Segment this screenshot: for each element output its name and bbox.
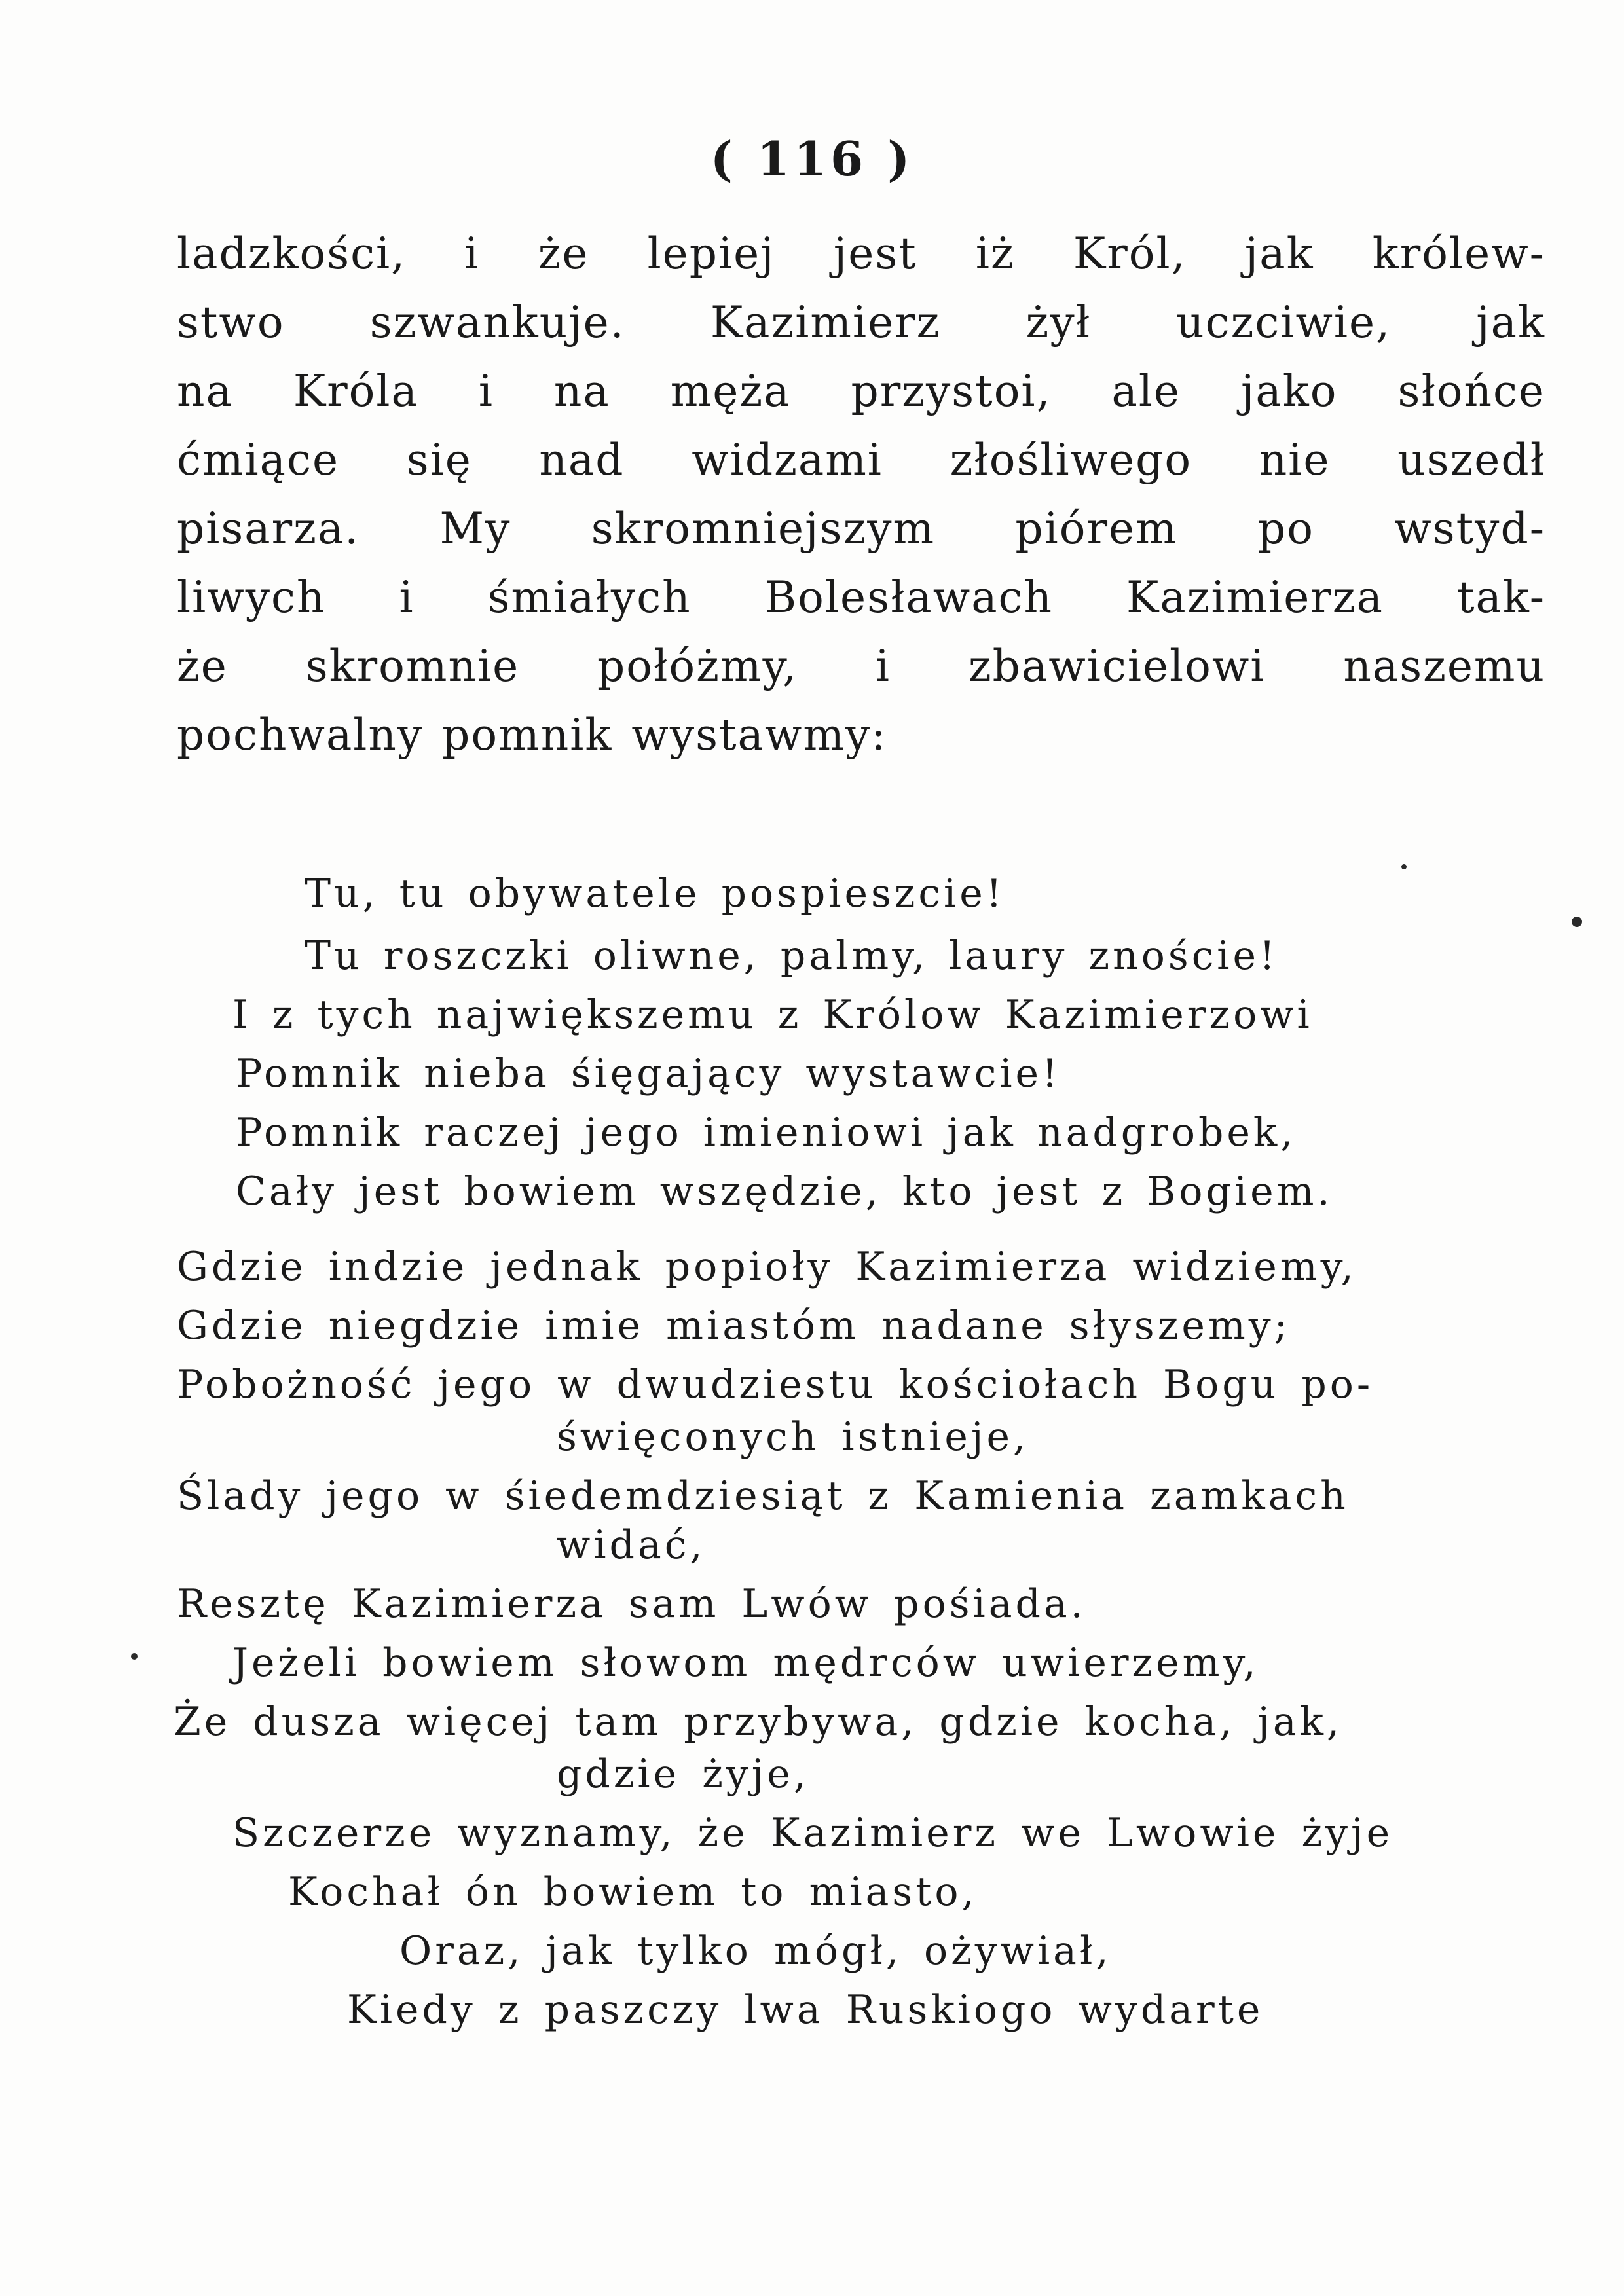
poem-line: gdzie żyje,: [557, 1751, 809, 1797]
prose-line: stwo szwankuje. Kazimierz żył uczciwie, jak: [177, 297, 1545, 348]
poem-line: widać,: [557, 1522, 706, 1568]
poem-line: Szczerze wyznamy, że Kazimierz we Lwowie żyje: [232, 1810, 1393, 1856]
prose-line: ladzkości, i że lepiej jest iż Król, jak królew-: [177, 228, 1545, 279]
poem-line: Resztę Kazimierza sam Lwów pośiada.: [177, 1581, 1086, 1627]
poem-line: Gdzie indzie jednak popioły Kazimierza widziemy,: [177, 1244, 1357, 1290]
print-speck: [1401, 864, 1407, 869]
prose-line: że skromnie połóżmy, i zbawicielowi naszemu: [177, 641, 1545, 691]
poem-line: Pobożność jego w dwudziestu kościołach Bogu po-: [177, 1362, 1374, 1408]
poem-line: Gdzie niegdzie imie miastóm nadane słyszemy;: [177, 1303, 1291, 1349]
verse-line: Pomnik raczej jego imieniowi jak nadgrobek,: [236, 1110, 1297, 1156]
poem-line: Że dusza więcej tam przybywa, gdzie kocha, jak,: [174, 1699, 1343, 1745]
prose-line: pochwalny pomnik wystawmy:: [177, 710, 887, 760]
poem-line: Kiedy z paszczy lwa Ruskiogo wydarte: [347, 1987, 1264, 2033]
poem-line: Ślady jego w śiedemdziesiąt z Kamienia zamkach: [177, 1473, 1349, 1519]
page-number: ( 116 ): [710, 131, 914, 187]
print-speck: [1572, 917, 1582, 927]
prose-line: liwych i śmiałych Bolesławach Kazimierza tak-: [177, 572, 1545, 623]
print-speck: [131, 1653, 138, 1660]
verse-line: I z tych największemu z Królow Kazimierzowi: [232, 992, 1313, 1038]
verse-line: Tu roszczki oliwne, palmy, laury znoście!: [304, 933, 1279, 979]
verse-line: Pomnik nieba śięgający wystawcie!: [236, 1051, 1061, 1097]
verse-line: Cały jest bowiem wszędzie, kto jest z Bogiem.: [236, 1169, 1333, 1214]
verse-line: Tu, tu obywatele pospieszcie!: [304, 871, 1005, 917]
prose-line: na Króla i na męża przystoi, ale jako słońce: [177, 366, 1545, 416]
poem-line: święconych istnieje,: [557, 1414, 1029, 1460]
prose-line: ćmiące się nad widzami złośliwego nie uszedł: [177, 435, 1545, 485]
prose-line: pisarza. My skromniejszym piórem po wstyd-: [177, 503, 1545, 554]
poem-line: Kochał ón bowiem to miasto,: [288, 1869, 978, 1915]
poem-line: Jeżeli bowiem słowom mędrców uwierzemy,: [232, 1640, 1259, 1686]
poem-line: Oraz, jak tylko mógł, ożywiał,: [399, 1928, 1112, 1974]
